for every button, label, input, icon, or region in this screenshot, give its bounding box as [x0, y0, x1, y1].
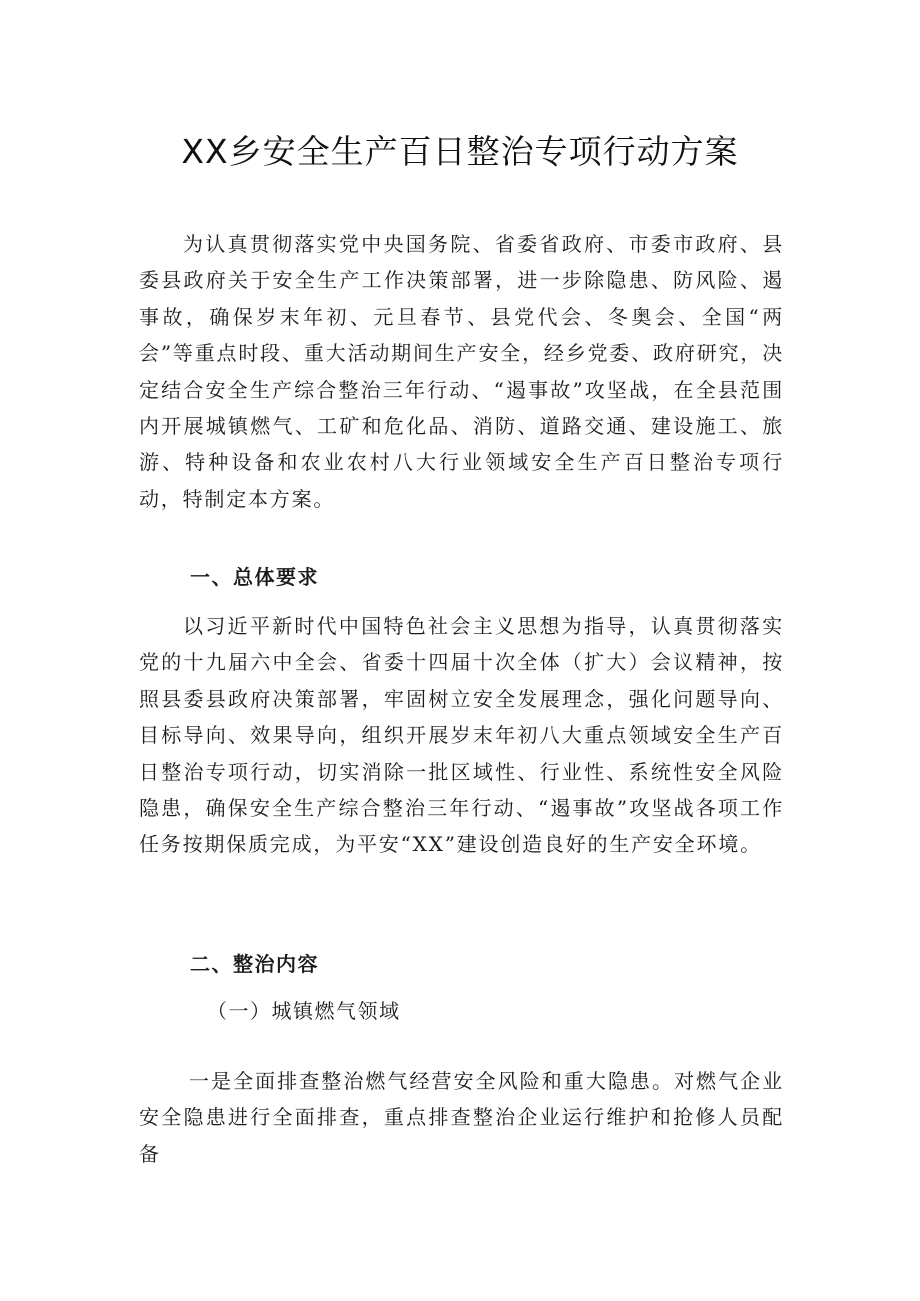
document-title: XX乡安全生产百日整治专项行动方案 [181, 132, 739, 171]
intro-paragraph: 为认真贯彻落实党中央国务院、省委省政府、市委市政府、县委县政府关于安全生产工作决策部署，进一步除隐患、防风险、遏事故，确保岁末年初、元旦春节、县党代会、冬奥会、全国“两会”等重点时段、重大活动期间生产安全，经乡党委、政府研究，决定结合安全生产综合整治三年行动、“遏事故”攻坚战，在全县范围内开展城镇燃气、工矿和危化品、消防、道路交通、建设施工、旅游、特种设备和农业农村八大行业领域安全生产百日整治专项行动，特制定本方案。 [139, 232, 784, 511]
general-requirements-paragraph: 以习近平新时代中国特色社会主义思想为指导，认真贯彻落实党的十九届六中全会、省委十四届十次全体（扩大）会议精神，按照县委县政府决策部署，牢固树立安全发展理念，强化问题导向、目标导向、效果导向，组织开展岁末年初八大重点领域安全生产百日整治专项行动，切实消除一批区域性、行业性、系统性安全风险隐患，确保安全生产综合整治三年行动、“遏事故”攻坚战各项工作任务按期保质完成，为平安“XX”建设创造良好的生产安全环境。 [139, 614, 784, 857]
section-heading-general-requirements: 一、总体要求 [190, 565, 319, 589]
urban-gas-paragraph: 一是全面排查整治燃气经营安全风险和重大隐患。对燃气企业安全隐患进行全面排查，重点排查整治企业运行维护和抢修人员配备 [139, 1069, 784, 1166]
section-heading-rectification-content: 二、整治内容 [190, 952, 319, 976]
subsection-heading-urban-gas: （一）城镇燃气领域 [207, 999, 401, 1023]
